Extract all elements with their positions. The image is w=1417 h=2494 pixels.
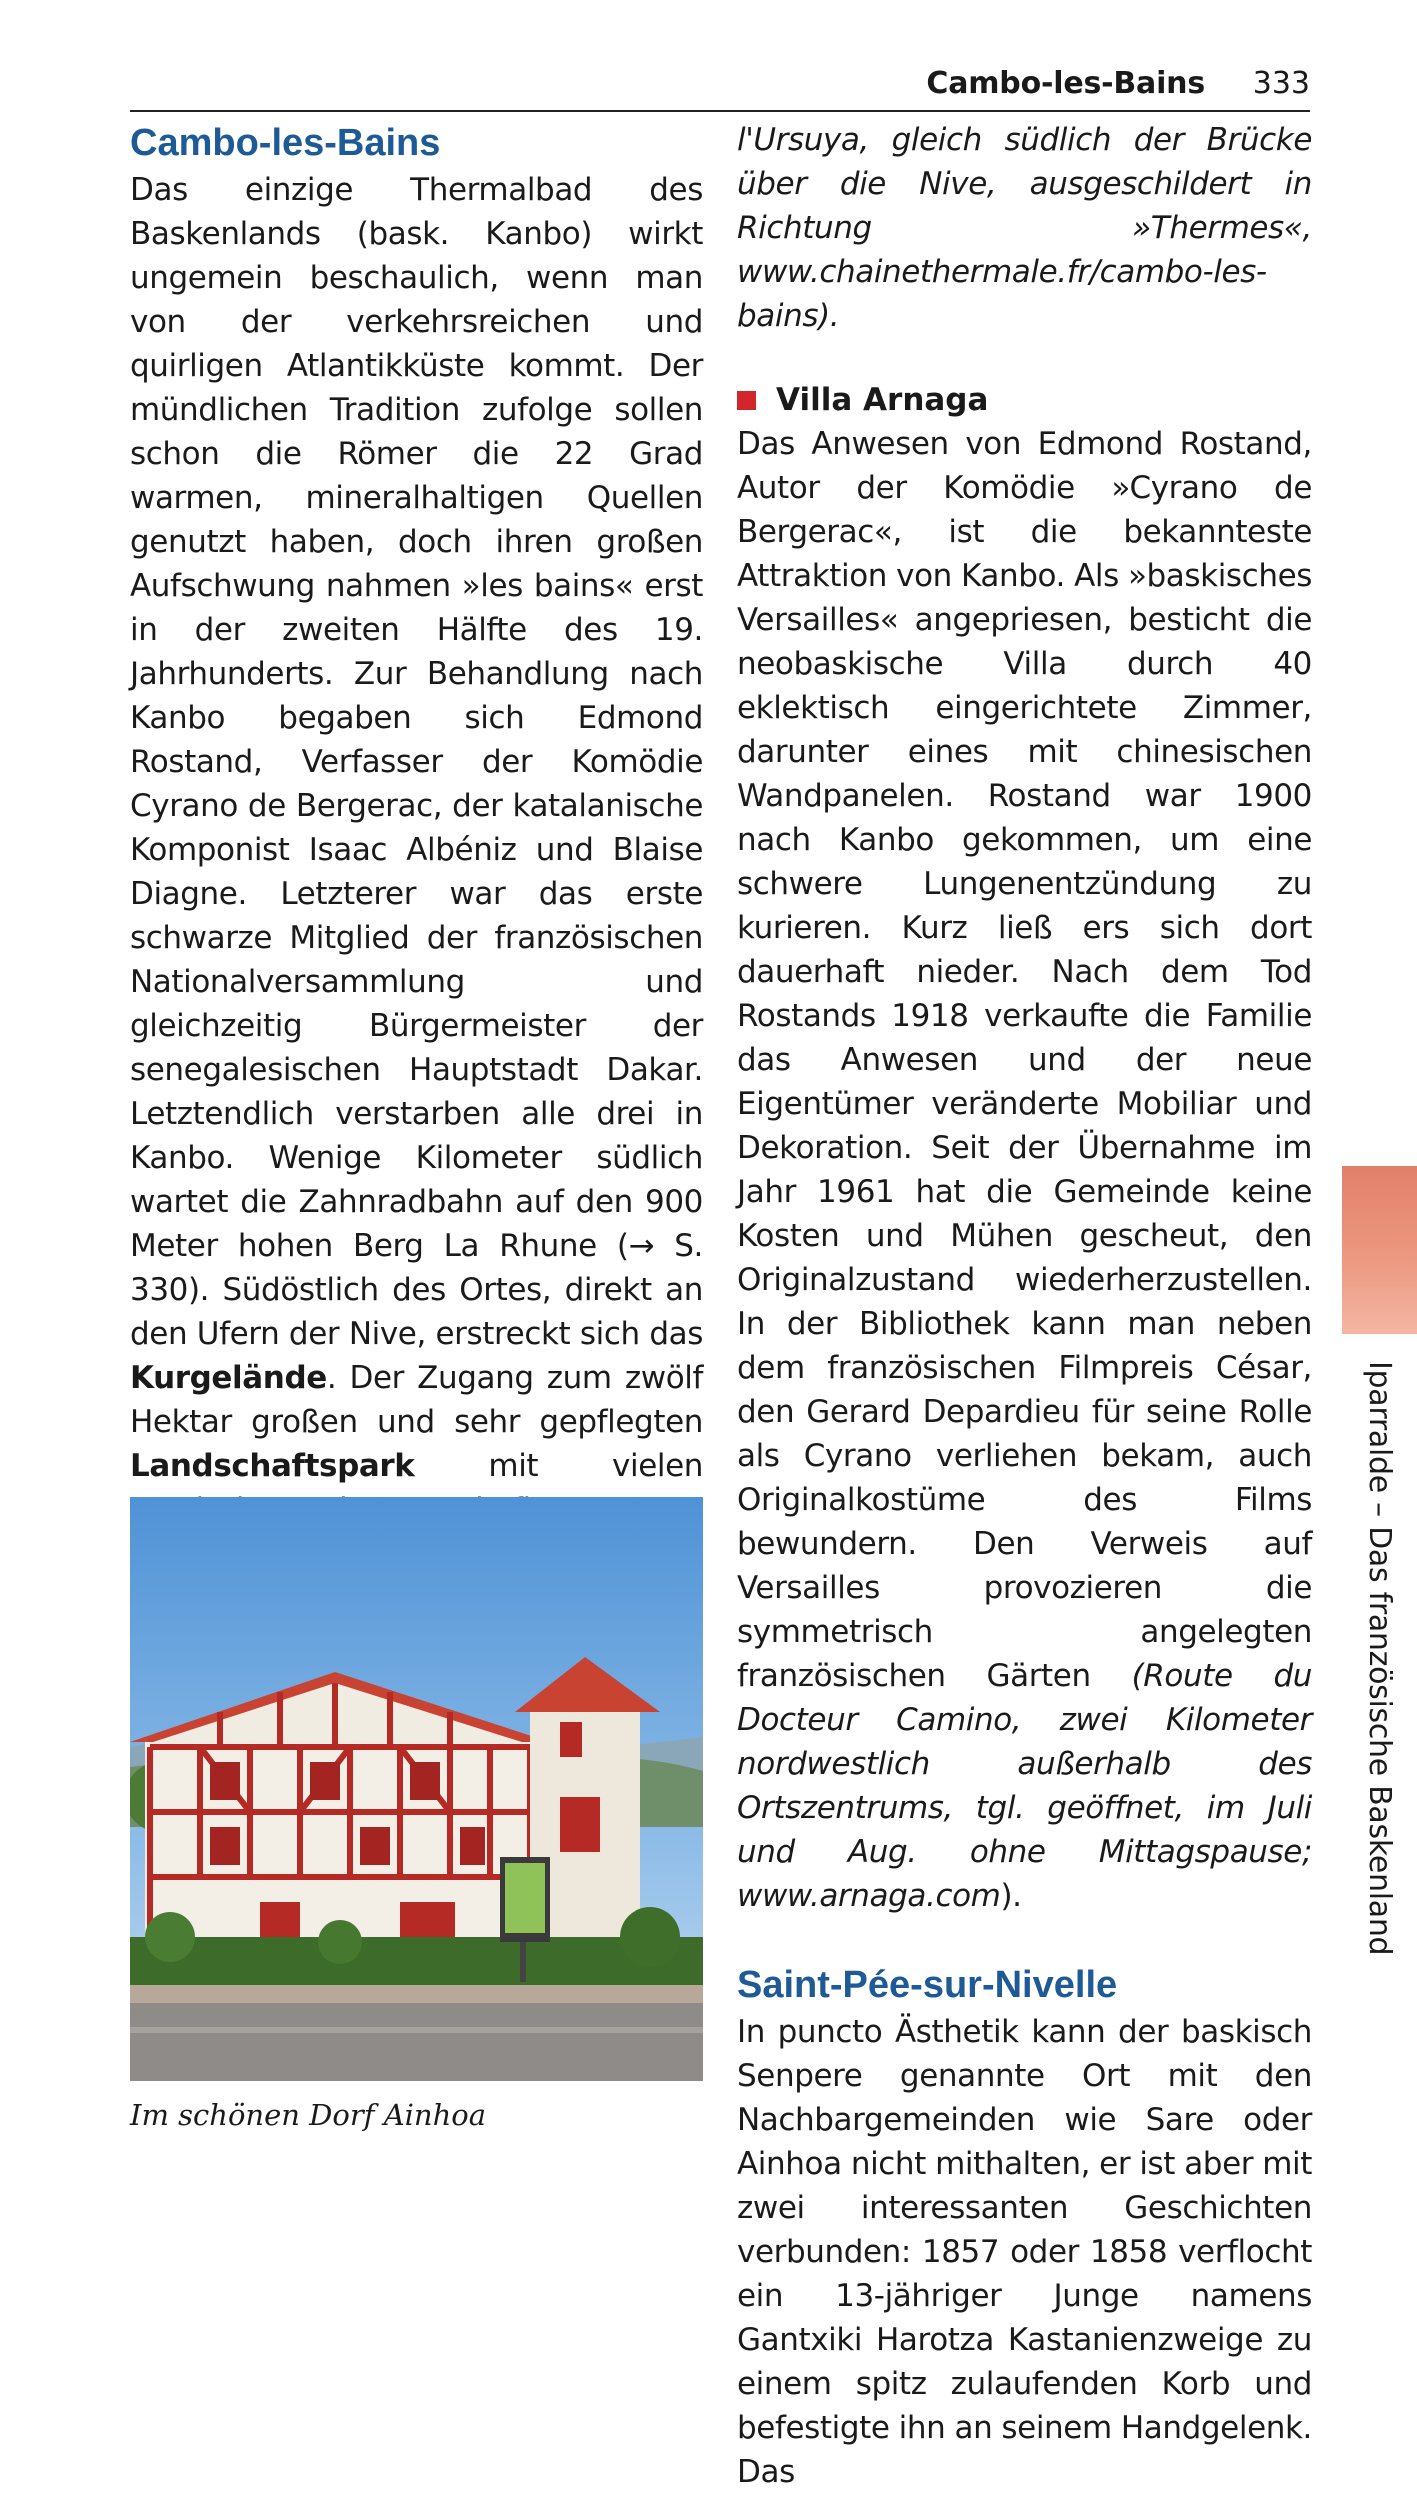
kurgelaende-term: Kurgelände [130,1360,327,1396]
saint-pee-paragraph: In puncto Ästhetik kann der baskisch Senpere genannte Ort mit den Nachbargemeinden wie Sare oder Ainhoa nicht mithalten, er ist aber mit zwei interessanten Geschichten verbunden: 1857 oder 1858 verflocht ein 13-jähriger Junge namens Gantxiki Harotza Kastanienzweige zu einem spitz zulaufenden Korb und befestigte ihn an seinem Handgelenk. Das [737,2014,1312,2490]
village-photo-illustration [130,1497,703,2081]
photo-ainhoa [130,1497,703,2081]
cambo-text-c: mit vielen [488,1448,703,1484]
section-heading-cambo: Cambo-les-Bains [130,122,441,164]
cambo-address-continued [737,118,1312,338]
running-title: Cambo-les-Bains [926,66,1205,101]
cambo-address-end: l'Ursuya, gleich südlich der Brücke über die Nive, ausgeschildert in Richtung »Thermes«, www.chainethermale.fr/cambo-les-bains). [737,122,1312,334]
villa-arnaga-title: Villa Arnaga [776,382,989,418]
villa-arnaga-paragraph [737,422,1312,1918]
page-number: 333 [1252,66,1310,101]
villa-arnaga-address: (Route du Docteur Camino, zwei Kilometer nordwestlich außerhalb des Ortszentrums, tgl. geöffnet, im Juli und Aug. ohne Mittagspause; www.arnaga.com [737,1658,1312,1914]
cambo-text-a: Das einzige Thermalbad des Baskenlands (bask. Kanbo) wirkt ungemein beschaulich, wenn man von der verkehrsreichen und quirligen Atlantikküste kommt. Der mündlichen Tradition zufolge sollen schon die Römer die 22 Grad warmen, mineralhaltigen Quellen genutzt haben, doch ihren großen Aufschwung nahmen »les bains« erst in der zweiten Hälfte des 19. Jahrhunderts. Zur Behandlung nach Kanbo begaben sich Edmond Rostand, Verfasser der Komödie Cyrano de Bergerac, der katalanische Komponist Isaac Albéniz und Blaise Diagne. Letzterer war das erste schwarze Mitglied der französischen Nationalversammlung und gleichzeitig Bürgermeister der senegalesischen Hauptstadt Dakar. Letztendlich verstarben alle drei in Kanbo. Wenige Kilometer südlich wartet die Zahnradbahn auf den 900 Meter hohen Berg La Rhune (→ S. 330). Südöstlich des Ortes, direkt an den Ufern der Nive, erstreckt sich das [130,172,703,1352]
chapter-side-label: Iparralde – Das französische Baskenland [1362,1361,1397,1956]
photo-caption: Im schönen Dorf Ainhoa [130,2098,487,2132]
villa-arnaga-text: Das Anwesen von Edmond Rostand, Autor der Komödie »Cyrano de Bergerac«, ist die bekannteste Attraktion von Kanbo. Als »baskisches Versailles« angepriesen, besticht die neobaskische Villa durch 40 eklektisch eingerichtete Zimmer, darunter eines mit chinesischen Wandpanelen. Rostand war 1900 nach Kanbo gekommen, um eine schwere Lungenentzündung zu kurieren. Kurz ließ ers sich dort dauerhaft nieder. Nach dem Tod Rostands 1918 verkaufte die Familie das Anwesen und der neue Eigentümer veränderte Mobiliar und Dekoration. Seit der Übernahme im Jahr 1961 hat die Gemeinde keine Kosten und Mühen gescheut, den Originalzustand wiederherzustellen. In der Bibliothek kann man neben dem französischen Filmpreis César, den Gerard Depardieu für seine Rolle als Cyrano verliehen bekam, auch Originalkostüme des Films bewundern. Den Verweis auf Versailles provozieren die symmetrisch angelegten französischen Gärten [737,426,1312,1694]
cambo-text-b: . Der Zugang zum zwölf Hektar großen und sehr gepflegten [130,1360,703,1440]
right-column [737,118,1312,2494]
landschaftspark-term: Landschaftspark [130,1448,415,1484]
section-heading-saint-pee: Saint-Pée-sur-Nivelle [737,1964,1118,2006]
red-square-marker-icon [737,391,756,410]
chapter-thumb-tab [1342,1166,1417,1334]
villa-arnaga-heading [737,378,1312,422]
running-header [130,62,1310,112]
villa-arnaga-end: ). [1000,1878,1022,1914]
